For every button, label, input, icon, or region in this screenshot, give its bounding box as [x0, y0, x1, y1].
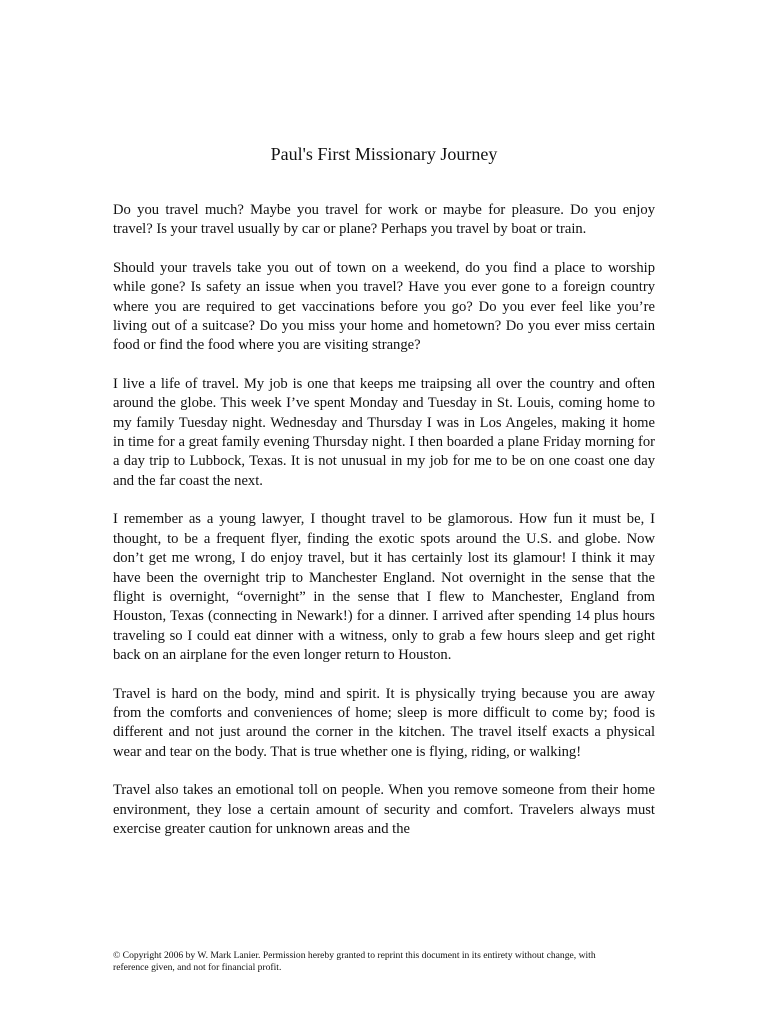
- paragraph-1: Do you travel much? Maybe you travel for work or maybe for pleasure. Do you enjoy travel? Is your travel usually by car or plane? Perhaps you travel by boat or train.: [113, 202, 655, 238]
- document-body: [113, 201, 655, 858]
- paragraph-3: I live a life of travel. My job is one that keeps me traipsing all over the country and often around the globe. This week I’ve spent Monday and Tuesday in St. Louis, coming home to my family Tuesday night. Wednesday and Thursday I was in Los Angeles, making it home in time for a great family evening Thursday night. I then boarded a plane Friday morning for a day trip to Lubbock, Texas. It is not unusual in my job for me to be on one coast one day and the far coast the next.: [113, 375, 655, 489]
- paragraph-2: Should your travels take you out of town on a weekend, do you find a place to worship while gone? Is safety an issue when you travel? Have you ever gone to a foreign country where you are required to get vaccinations before you go? Do you ever feel like you’re living out of a suitcase? Do you miss your home and hometown? Do you ever miss certain food or find the food where you are visiting strange?: [113, 259, 655, 354]
- paragraph-4: I remember as a young lawyer, I thought travel to be glamorous. How fun it must be, I thought, to be a frequent flyer, finding the exotic spots around the U.S. and globe. Now don’t get me wrong, I do enjoy travel, but it has certainly lost its glamour! I think it may have been the overnight trip to Manchester England. Not overnight in the sense that the flight is overnight, “overnight” in the sense that I flew to Manchester, England from Houston, Texas (connecting in Newark!) for a dinner. I arrived after spending 14 plus hours traveling so I could eat dinner with a witness, only to grab a few hours sleep and get right back on an airplane for the even longer return to Houston.: [113, 511, 655, 664]
- copyright-footer: © Copyright 2006 by W. Mark Lanier. Permission hereby granted to reprint this document in its entirety without change, with reference given, and not for financial profit.: [113, 950, 596, 973]
- page-title: Paul's First Missionary Journey: [270, 144, 498, 164]
- paragraph-5: Travel is hard on the body, mind and spirit. It is physically trying because you are away from the comforts and conveniences of home; sleep is more difficult to come by; food is different and not just around the corner in the kitchen. The travel itself exacts a physical wear and tear on the body. That is true whether one is flying, riding, or walking!: [113, 685, 655, 760]
- paragraph-6: Travel also takes an emotional toll on people. When you remove someone from their home environment, they lose a certain amount of security and comfort. Travelers always must exercise greater caution for unknown areas and the: [113, 782, 655, 837]
